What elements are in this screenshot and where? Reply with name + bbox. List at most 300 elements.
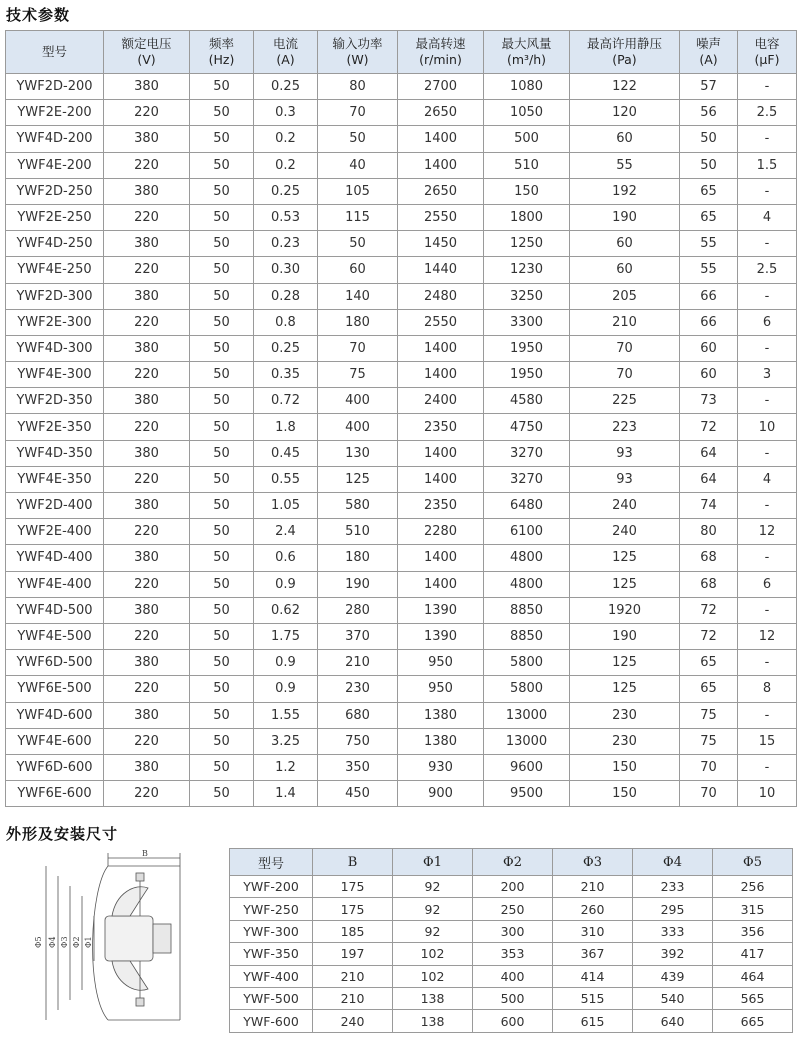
tech-header-label: 额定电压 [121,36,172,51]
tech-header-unit: (m³/h) [506,52,547,67]
tech-value-cell: - [738,754,797,780]
tech-value-cell: 70 [318,335,398,361]
tech-value-cell: 50 [190,126,254,152]
dimension-value-cell: 356 [713,920,793,942]
tech-value-cell: 50 [318,231,398,257]
model-cell: YWF2E-200 [6,100,104,126]
tech-value-cell: 64 [680,466,738,492]
tech-value-cell: 120 [570,100,680,126]
tech-value-cell: 1400 [398,335,484,361]
tech-value-cell: 13000 [484,728,570,754]
tech-value-cell: 380 [104,283,190,309]
tech-value-cell: 380 [104,493,190,519]
model-cell: YWF4D-300 [6,335,104,361]
tech-value-cell: 5800 [484,676,570,702]
tech-value-cell: 2.5 [738,257,797,283]
tech-value-cell: 0.9 [254,650,318,676]
dimension-value-cell: 92 [393,876,473,898]
tech-header-cell [104,31,190,74]
tech-value-cell: 380 [104,388,190,414]
dimension-model-cell: YWF-600 [230,1010,313,1032]
tech-value-cell: 220 [104,257,190,283]
dimension-value-cell: 295 [633,898,713,920]
tech-value-cell: 50 [190,100,254,126]
tech-header-unit: (A) [699,52,718,67]
tech-value-cell: 2650 [398,178,484,204]
tech-value-cell: 1.75 [254,623,318,649]
tech-value-cell: 50 [680,152,738,178]
tech-value-cell: 125 [570,545,680,571]
dimension-value-cell: 200 [473,876,553,898]
tech-value-cell: 57 [680,74,738,100]
tech-value-cell: 1400 [398,126,484,152]
tech-value-cell: 510 [484,152,570,178]
tech-value-cell: 50 [190,414,254,440]
model-cell: YWF4E-500 [6,623,104,649]
tech-value-cell: 2350 [398,493,484,519]
tech-value-cell: 115 [318,204,398,230]
model-cell: YWF4E-300 [6,362,104,388]
tech-value-cell: 210 [318,650,398,676]
tech-value-cell: 5800 [484,650,570,676]
tech-value-cell: 60 [318,257,398,283]
model-cell: YWF4E-600 [6,728,104,754]
tech-table-row [6,466,797,492]
tech-table-row [6,414,797,440]
tech-header-cell [570,31,680,74]
tech-value-cell: 130 [318,440,398,466]
dimension-table-row [230,876,793,898]
model-cell: YWF6E-500 [6,676,104,702]
model-cell: YWF6E-600 [6,781,104,807]
tech-value-cell: - [738,702,797,728]
dimension-value-cell: 92 [393,920,473,942]
tech-value-cell: 50 [190,728,254,754]
tech-value-cell: 0.30 [254,257,318,283]
tech-value-cell: 74 [680,493,738,519]
tech-value-cell: 50 [190,676,254,702]
tech-table-row [6,597,797,623]
dimension-value-cell: 353 [473,943,553,965]
dimension-value-cell: 300 [473,920,553,942]
tech-value-cell: 380 [104,650,190,676]
dimension-value-cell: 464 [713,965,793,987]
tech-value-cell: 1.55 [254,702,318,728]
dimensions-header-row [230,849,793,876]
model-cell: YWF4D-350 [6,440,104,466]
tech-value-cell: 1.8 [254,414,318,440]
tech-value-cell: 0.72 [254,388,318,414]
tech-header-label: 电容 [754,36,780,51]
tech-value-cell: 60 [680,335,738,361]
tech-value-cell: 210 [570,309,680,335]
tech-value-cell: 75 [680,702,738,728]
tech-value-cell: 12 [738,623,797,649]
dimension-header-cell: 型号 [230,849,313,876]
tech-value-cell: 350 [318,754,398,780]
tech-table-row [6,754,797,780]
tech-value-cell: 1.4 [254,781,318,807]
dimension-header-cell: Φ5 [713,849,793,876]
dimension-value-cell: 615 [553,1010,633,1032]
tech-value-cell: 4 [738,466,797,492]
model-cell: YWF4D-500 [6,597,104,623]
tech-value-cell: - [738,388,797,414]
dimension-value-cell: 138 [393,1010,473,1032]
tech-value-cell: 125 [318,466,398,492]
tech-header-label: 最大风量 [501,36,552,51]
tech-value-cell: 280 [318,597,398,623]
tech-header-unit: (μF) [754,52,780,67]
tech-value-cell: 1400 [398,545,484,571]
tech-value-cell: 6 [738,309,797,335]
tech-value-cell: 64 [680,440,738,466]
tech-value-cell: 500 [484,126,570,152]
tech-table-row [6,257,797,283]
tech-value-cell: - [738,493,797,519]
tech-value-cell: 2550 [398,309,484,335]
tech-header-unit: (r/min) [419,52,462,67]
tech-value-cell: 50 [190,702,254,728]
tech-table-row [6,623,797,649]
tech-value-cell: 1400 [398,362,484,388]
tech-value-cell: 2350 [398,414,484,440]
tech-value-cell: 220 [104,466,190,492]
tech-value-cell: 50 [190,571,254,597]
tech-header-cell [6,31,104,74]
tech-value-cell: 380 [104,178,190,204]
tech-value-cell: 2550 [398,204,484,230]
dimension-value-cell: 439 [633,965,713,987]
phi3-label: Φ3 [60,936,69,948]
tech-header-cell [398,31,484,74]
tech-value-cell: 180 [318,309,398,335]
tech-value-cell: 380 [104,335,190,361]
tech-value-cell: 0.25 [254,74,318,100]
dimension-model-cell: YWF-350 [230,943,313,965]
fan-outline-diagram [30,848,200,1033]
tech-value-cell: 1400 [398,152,484,178]
tech-value-cell: 1250 [484,231,570,257]
tech-value-cell: 0.35 [254,362,318,388]
phi5-label: Φ5 [34,936,43,948]
tech-table-row [6,493,797,519]
tech-value-cell: 900 [398,781,484,807]
tech-value-cell: 10 [738,781,797,807]
tech-value-cell: 4800 [484,545,570,571]
tech-value-cell: 50 [190,257,254,283]
dimension-model-cell: YWF-250 [230,898,313,920]
model-cell: YWF2E-250 [6,204,104,230]
tech-value-cell: 3250 [484,283,570,309]
tech-value-cell: 380 [104,597,190,623]
tech-table-row [6,178,797,204]
tech-params-table [5,30,797,807]
dimension-table-row [230,987,793,1009]
tech-value-cell: - [738,545,797,571]
tech-value-cell: 72 [680,623,738,649]
tech-value-cell: 223 [570,414,680,440]
tech-value-cell: 2.4 [254,519,318,545]
phi1-label: Φ1 [84,936,93,948]
tech-value-cell: 50 [190,204,254,230]
tech-table-row [6,781,797,807]
tech-value-cell: 380 [104,545,190,571]
tech-header-label: 最高转速 [415,36,466,51]
tech-value-cell: 1800 [484,204,570,230]
dimensions-title: 外形及安装尺寸 [6,825,119,843]
dimension-model-cell: YWF-400 [230,965,313,987]
tech-value-cell: 0.53 [254,204,318,230]
tech-value-cell: 66 [680,283,738,309]
tech-value-cell: 140 [318,283,398,309]
tech-value-cell: 190 [570,623,680,649]
tech-value-cell: - [738,597,797,623]
tech-value-cell: 0.9 [254,571,318,597]
tech-value-cell: 6 [738,571,797,597]
dimension-value-cell: 540 [633,987,713,1009]
tech-value-cell: 1.2 [254,754,318,780]
dimension-value-cell: 665 [713,1010,793,1032]
tech-header-unit: (A) [276,52,295,67]
tech-value-cell: 1.05 [254,493,318,519]
tech-value-cell: 60 [680,362,738,388]
tech-value-cell: 50 [680,126,738,152]
tech-table-row [6,335,797,361]
dimension-value-cell: 102 [393,943,473,965]
tech-value-cell: 93 [570,440,680,466]
tech-header-cell [190,31,254,74]
tech-value-cell: 450 [318,781,398,807]
tech-value-cell: 220 [104,623,190,649]
fan-blade-lower [112,961,148,990]
tech-value-cell: 0.45 [254,440,318,466]
tech-value-cell: - [738,283,797,309]
tech-value-cell: 4800 [484,571,570,597]
tech-value-cell: 4580 [484,388,570,414]
tech-value-cell: 380 [104,74,190,100]
dimension-value-cell: 92 [393,898,473,920]
dimension-header-cell: B [313,849,393,876]
dimension-value-cell: 185 [313,920,393,942]
tech-value-cell: 70 [318,100,398,126]
tech-value-cell: 50 [190,362,254,388]
mount-bolt-lower [136,998,144,1006]
tech-value-cell: 0.2 [254,126,318,152]
tech-value-cell: - [738,440,797,466]
tech-value-cell: 1380 [398,728,484,754]
tech-value-cell: 50 [190,623,254,649]
tech-value-cell: 220 [104,571,190,597]
tech-value-cell: 65 [680,650,738,676]
phi4-label: Φ4 [48,936,57,948]
tech-value-cell: 380 [104,231,190,257]
tech-value-cell: 180 [318,545,398,571]
tech-value-cell: 56 [680,100,738,126]
dimension-value-cell: 565 [713,987,793,1009]
tech-value-cell: 50 [190,493,254,519]
dimension-table-row [230,920,793,942]
tech-value-cell: 65 [680,204,738,230]
model-cell: YWF4D-200 [6,126,104,152]
tech-value-cell: 0.9 [254,676,318,702]
tech-value-cell: 0.2 [254,152,318,178]
tech-value-cell: 60 [570,231,680,257]
tech-value-cell: 50 [190,388,254,414]
dimension-table-row [230,898,793,920]
tech-table-row [6,362,797,388]
tech-table-row [6,519,797,545]
dimension-value-cell: 500 [473,987,553,1009]
dimension-value-cell: 367 [553,943,633,965]
tech-value-cell: 240 [570,493,680,519]
tech-value-cell: - [738,178,797,204]
model-cell: YWF4D-250 [6,231,104,257]
tech-value-cell: 50 [190,545,254,571]
tech-value-cell: 192 [570,178,680,204]
tech-value-cell: 0.25 [254,335,318,361]
dimension-model-cell: YWF-300 [230,920,313,942]
tech-table-row [6,231,797,257]
tech-table-row [6,388,797,414]
dimension-value-cell: 260 [553,898,633,920]
tech-value-cell: 50 [190,650,254,676]
model-cell: YWF2D-300 [6,283,104,309]
model-cell: YWF4D-400 [6,545,104,571]
tech-value-cell: 190 [318,571,398,597]
tech-value-cell: 50 [190,440,254,466]
tech-value-cell: 50 [190,519,254,545]
dimension-value-cell: 210 [313,987,393,1009]
tech-value-cell: 50 [190,231,254,257]
tech-value-cell: - [738,74,797,100]
dimension-value-cell: 233 [633,876,713,898]
dimension-value-cell: 640 [633,1010,713,1032]
model-cell: YWF4E-250 [6,257,104,283]
tech-value-cell: 122 [570,74,680,100]
tech-value-cell: 220 [104,362,190,388]
dimension-value-cell: 515 [553,987,633,1009]
model-cell: YWF6D-600 [6,754,104,780]
tech-table-row [6,728,797,754]
tech-value-cell: 55 [680,231,738,257]
tech-value-cell: 1.5 [738,152,797,178]
tech-value-cell: 0.23 [254,231,318,257]
model-cell: YWF4D-600 [6,702,104,728]
tech-value-cell: 4 [738,204,797,230]
tech-value-cell: 220 [104,100,190,126]
tech-value-cell: 50 [190,466,254,492]
tech-value-cell: 220 [104,414,190,440]
tech-value-cell: 50 [318,126,398,152]
tech-value-cell: 230 [318,676,398,702]
tech-value-cell: 55 [680,257,738,283]
dimension-header-cell: Φ2 [473,849,553,876]
dimension-value-cell: 310 [553,920,633,942]
tech-value-cell: 60 [570,257,680,283]
model-cell: YWF2D-250 [6,178,104,204]
tech-value-cell: 6480 [484,493,570,519]
dimension-table-row [230,1010,793,1032]
tech-value-cell: 2650 [398,100,484,126]
tech-value-cell: 400 [318,414,398,440]
tech-header-label: 输入功率 [332,36,383,51]
tech-value-cell: - [738,650,797,676]
tech-value-cell: 105 [318,178,398,204]
tech-value-cell: 220 [104,676,190,702]
tech-value-cell: 950 [398,650,484,676]
tech-table-row [6,283,797,309]
tech-value-cell: 125 [570,650,680,676]
tech-value-cell: 370 [318,623,398,649]
tech-value-cell: 8 [738,676,797,702]
motor-body [105,916,153,961]
tech-header-label: 最高许用静压 [586,36,662,51]
dimension-value-cell: 210 [553,876,633,898]
tech-header-label: 噪声 [695,36,721,51]
tech-params-title: 技术参数 [6,6,71,24]
tech-value-cell: 1080 [484,74,570,100]
tech-value-cell: 2280 [398,519,484,545]
tech-value-cell: 68 [680,571,738,597]
tech-value-cell: 380 [104,754,190,780]
model-cell: YWF4E-200 [6,152,104,178]
tech-value-cell: 150 [570,754,680,780]
tech-value-cell: 3300 [484,309,570,335]
dimension-table-row [230,965,793,987]
tech-value-cell: 70 [570,362,680,388]
tech-value-cell: 0.62 [254,597,318,623]
tech-table-row [6,126,797,152]
tech-value-cell: 750 [318,728,398,754]
tech-value-cell: - [738,231,797,257]
tech-value-cell: 2400 [398,388,484,414]
tech-value-cell: 205 [570,283,680,309]
tech-value-cell: 1230 [484,257,570,283]
tech-value-cell: 50 [190,178,254,204]
tech-value-cell: 8850 [484,597,570,623]
tech-value-cell: 50 [190,309,254,335]
tech-value-cell: 510 [318,519,398,545]
fan-blade-upper [112,887,148,916]
tech-value-cell: 75 [318,362,398,388]
tech-table-row [6,152,797,178]
tech-value-cell: 380 [104,440,190,466]
dimension-value-cell: 315 [713,898,793,920]
tech-value-cell: 12 [738,519,797,545]
tech-value-cell: 3270 [484,440,570,466]
tech-value-cell: 0.8 [254,309,318,335]
tech-value-cell: 0.28 [254,283,318,309]
tech-value-cell: 220 [104,728,190,754]
dimension-value-cell: 400 [473,965,553,987]
dimension-value-cell: 210 [313,965,393,987]
tech-header-cell [738,31,797,74]
tech-value-cell: 380 [104,126,190,152]
tech-value-cell: 72 [680,597,738,623]
tech-value-cell: 65 [680,178,738,204]
tech-value-cell: 190 [570,204,680,230]
model-cell: YWF6D-500 [6,650,104,676]
tech-value-cell: 1440 [398,257,484,283]
tech-value-cell: 9600 [484,754,570,780]
tech-value-cell: 3.25 [254,728,318,754]
tech-value-cell: 1400 [398,466,484,492]
tech-value-cell: 1380 [398,702,484,728]
tech-value-cell: 10 [738,414,797,440]
tech-header-unit: (V) [137,52,156,67]
dimension-value-cell: 138 [393,987,473,1009]
